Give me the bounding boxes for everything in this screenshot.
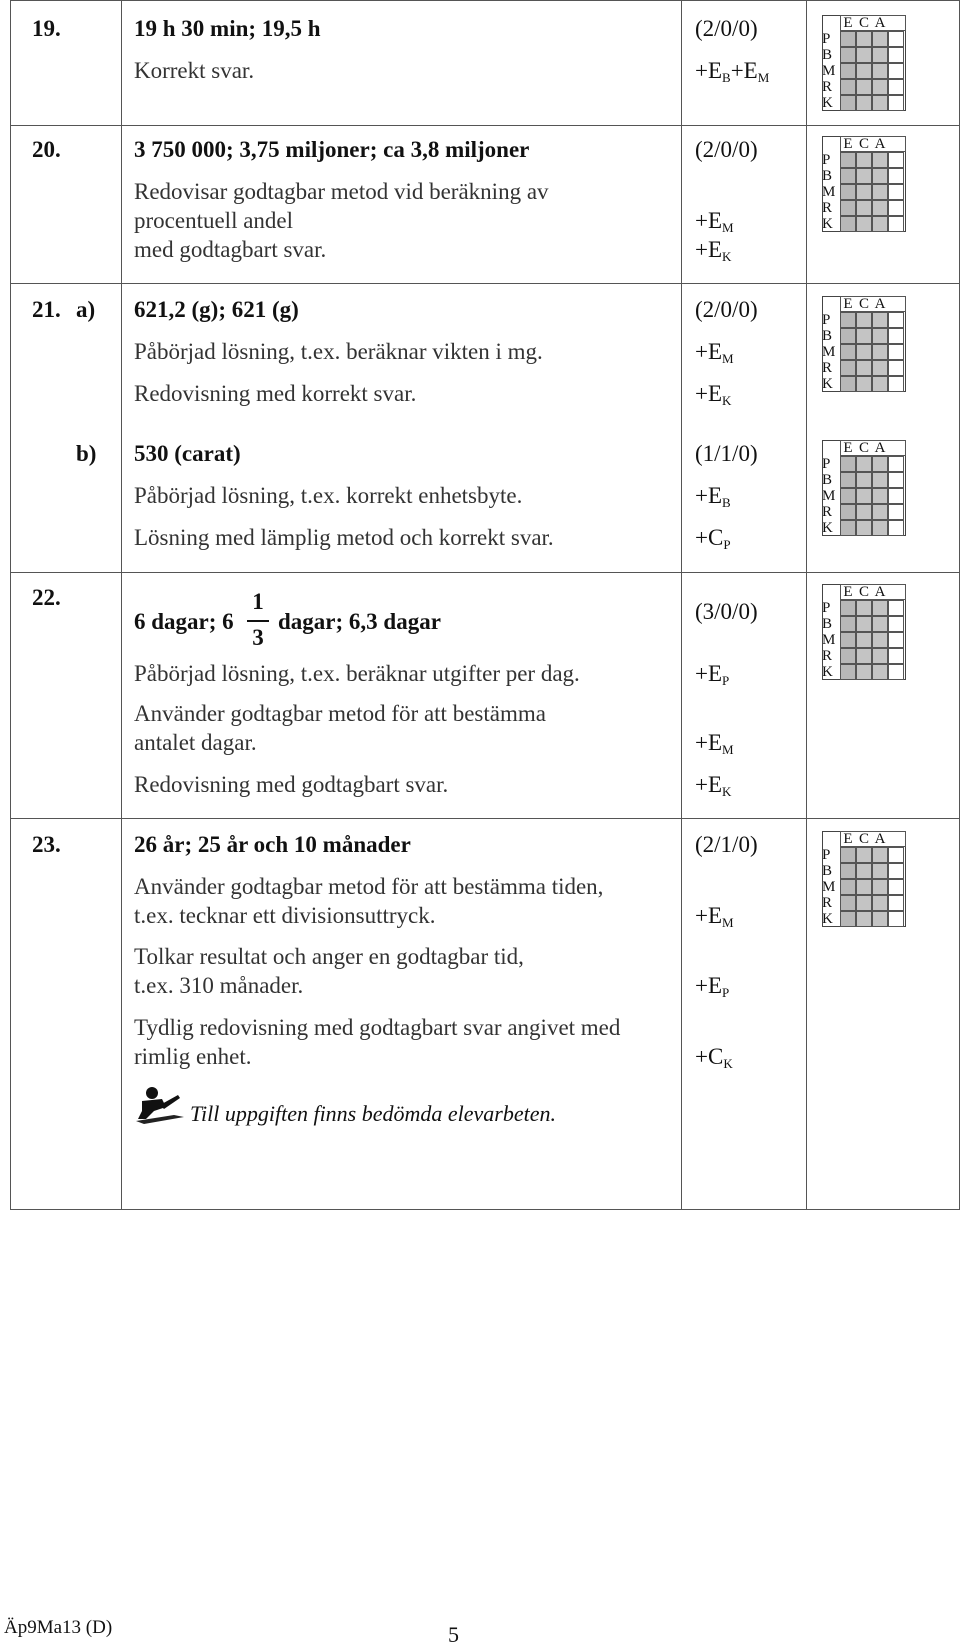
grid-cell [888,344,904,360]
grid-cell [856,312,872,328]
grid-cell [888,376,904,392]
grid-header-box [840,831,906,847]
grid-cell [840,344,856,360]
grid-cell [856,863,872,879]
grid-cell [872,911,888,927]
grid-cell [888,168,904,184]
grid-cell [888,360,904,376]
criterion: Redovisning med korrekt svar. [134,381,417,406]
grid-cell [840,376,856,392]
mark [695,972,729,1006]
mark-subscript: M [757,70,770,85]
grid-cell [888,95,904,111]
column-divider [806,0,807,1210]
grid-row-label: K [822,520,833,536]
grid-cell [888,648,904,664]
grid-cell [840,95,856,111]
grid-cell [856,47,872,63]
row-divider [10,0,960,1]
grid-col-header: A [874,15,886,31]
grid-cell [856,472,872,488]
grid-cell [840,152,856,168]
grid-cell [872,847,888,863]
grid-col-header: E [843,440,853,456]
criterion: procentuell andel [134,208,294,233]
grid-cell [840,632,856,648]
grid-row-label: K [822,376,833,392]
points: (2/0/0) [695,16,758,41]
mark [695,902,734,936]
grid-cell [872,328,888,344]
criterion: Tydlig redovisning med godtagbart svar angivet med [134,1015,621,1040]
grid-cell [856,168,872,184]
grid-cell [840,520,856,536]
grid-cell [856,616,872,632]
criterion: Påbörjad lösning, t.ex. beräknar vikten i mg. [134,339,543,364]
mark-base: +C [695,1044,724,1069]
grid-header-box [840,584,906,600]
mark [695,771,731,805]
grid-cell [872,456,888,472]
mark-subscript: K [722,393,732,408]
criterion: Lösning med lämplig metod och korrekt svar. [134,525,554,550]
grid-cell [856,31,872,47]
grid-cell [840,488,856,504]
grid-row-label: B [822,168,833,184]
grid-cell [872,504,888,520]
mark-base: +E [695,237,723,262]
grid-cell [840,216,856,232]
grid-cell [888,63,904,79]
grid-cell [856,520,872,536]
criterion: Använder godtagbar metod för att bestämma [134,701,546,726]
grid-cell [840,200,856,216]
grid-row-label: P [822,456,831,472]
answer-part: 6 dagar; 6 [134,609,234,634]
grid-cell [840,168,856,184]
grid-cell [872,216,888,232]
grid-col-header: E [843,296,853,312]
grid-col-header: E [843,136,853,152]
mark-subscript: P [722,985,730,1000]
grid-row-label: R [822,79,833,95]
grid-cell [872,31,888,47]
grid-col-header: C [858,296,869,312]
mark [695,338,734,372]
grid-col-header: A [874,136,886,152]
mark [695,236,731,270]
grid-cell [872,664,888,680]
mark-subscript: K [722,249,732,264]
grid-cell [888,328,904,344]
column-divider [121,0,122,1210]
mark-subscript: K [722,784,732,799]
mark-base: +E [695,381,723,406]
task-number: 20. [32,137,61,162]
grid-cell [888,79,904,95]
task-number: 19. [32,16,61,41]
answer: 3 750 000; 3,75 miljoner; ca 3,8 miljoner [134,137,530,162]
grid-row-label: P [822,312,831,328]
grid-cell [888,200,904,216]
subtask-label: a) [76,297,96,322]
grid-row-label: R [822,504,833,520]
grid-row-label: P [822,152,831,168]
answer-part: dagar; 6,3 dagar [278,609,441,634]
grid-cell [840,328,856,344]
writing-hand-icon [134,1085,186,1125]
points: (2/0/0) [695,137,758,162]
grid-row-label: K [822,95,833,111]
grid-cell [888,600,904,616]
grid-header-box [840,136,906,152]
grid-row-label: K [822,216,833,232]
mark [695,57,769,91]
mark-subscript: P [723,537,731,552]
grid-row-label: M [822,184,836,200]
grid-row-label: R [822,200,833,216]
grid-cell [872,344,888,360]
grid-cell [872,863,888,879]
grid-cell [888,31,904,47]
grid-header-box [840,296,906,312]
grid-cell [872,488,888,504]
grid-cell [888,216,904,232]
grid-row-label: M [822,632,836,648]
criterion: Använder godtagbar metod för att bestämma tiden, [134,874,604,899]
grid-cell [856,600,872,616]
assessed-work-note: Till uppgiften finns bedömda elevarbeten. [190,1101,557,1126]
grid-cell [856,632,872,648]
grid-row-label: R [822,895,833,911]
grid-cell [840,63,856,79]
grid-cell [840,312,856,328]
row-divider [10,1209,960,1210]
mark-base: +E [695,973,723,998]
grid-cell [872,63,888,79]
grid-col-header: A [874,440,886,456]
grid-cell [840,472,856,488]
task-number: 21. [32,297,61,322]
grid-col-header: E [843,831,853,847]
grid-cell [872,616,888,632]
grid-cell [856,216,872,232]
criterion: med godtagbart svar. [134,237,327,262]
mark-subscript: M [722,742,734,757]
grid-cell [872,95,888,111]
grid-col-header: C [858,136,869,152]
grid-cell [856,95,872,111]
grid-cell [872,895,888,911]
mark-base: +E [695,339,723,364]
grid-row-label: B [822,472,833,488]
grid-cell [872,360,888,376]
task-number: 22. [32,585,61,610]
grid-col-header: A [874,584,886,600]
points: (3/0/0) [695,599,758,624]
mark-subscript: M [722,220,734,235]
grid-col-header: C [858,584,869,600]
mark-base: +C [695,525,724,550]
mark [695,660,729,694]
fraction-denominator: 3 [252,625,264,650]
points: (2/1/0) [695,832,758,857]
grid-cell [856,847,872,863]
grid-cell [888,863,904,879]
mark-subscript: M [722,915,734,930]
grid-cell [872,648,888,664]
grid-header-box [840,440,906,456]
row-divider [10,818,960,819]
grid-row-label: P [822,847,831,863]
grid-cell [856,344,872,360]
grid-cell [856,63,872,79]
grid-cell [888,911,904,927]
grid-col-header: E [843,15,853,31]
footer-code: Äp9Ma13 (D) [4,1617,113,1638]
grid-row-label: K [822,664,833,680]
grid-cell [888,632,904,648]
grid-row-label: R [822,360,833,376]
grid-cell [888,472,904,488]
grid-col-header: C [858,15,869,31]
criterion: Tolkar resultat och anger en godtagbar tid, [134,944,524,969]
row-divider [10,283,960,284]
grid-cell [872,632,888,648]
grid-cell [872,47,888,63]
grid-row-label: M [822,879,836,895]
grid-col-header: C [858,440,869,456]
grid-cell [856,879,872,895]
grid-cell [888,184,904,200]
grid-cell [840,456,856,472]
grid-cell [840,895,856,911]
page-number: 5 [448,1622,459,1647]
criterion: t.ex. tecknar ett divisionsuttryck. [134,903,436,928]
criterion: Påbörjad lösning, t.ex. korrekt enhetsbyte. [134,483,523,508]
grid-col-header: A [874,831,886,847]
mark [695,524,731,558]
mark-base: +E [695,661,723,686]
column-divider [681,0,682,1210]
mark [695,482,731,516]
grid-cell [872,152,888,168]
grid-row-label: P [822,600,831,616]
grid-cell [840,616,856,632]
grid-cell [856,456,872,472]
grid-row-label: R [822,648,833,664]
grid-cell [888,504,904,520]
grid-cell [872,184,888,200]
grid-cell [872,520,888,536]
mark-subscript: K [723,1056,733,1071]
mark-base: +E [730,58,758,83]
mark-base: +E [695,58,723,83]
mark-subscript: M [722,351,734,366]
grid-cell [840,879,856,895]
grid-cell [856,328,872,344]
mark-subscript: B [722,70,731,85]
points: (2/0/0) [695,297,758,322]
mark [695,380,731,414]
grid-cell [856,376,872,392]
grid-row-label: B [822,863,833,879]
answer: 26 år; 25 år och 10 månader [134,832,411,857]
grid-cell [856,200,872,216]
grid-col-header: E [843,584,853,600]
grid-row-label: B [822,47,833,63]
criterion: Korrekt svar. [134,58,255,83]
grid-cell [840,648,856,664]
grid-cell [888,152,904,168]
grid-cell [856,648,872,664]
grid-cell [856,360,872,376]
grid-col-header: A [874,296,886,312]
grid-row-label: B [822,616,833,632]
grid-cell [888,520,904,536]
criterion: Redovisar godtagbar metod vid beräkning av [134,179,549,204]
grid-cell [888,879,904,895]
grid-cell [856,504,872,520]
mark [695,1043,733,1077]
grid-cell [888,47,904,63]
grid-cell [840,79,856,95]
grid-cell [872,79,888,95]
mark [695,729,734,763]
mark-base: +E [695,730,723,755]
grid-cell [872,600,888,616]
mark-base: +E [695,208,723,233]
grid-cell [888,616,904,632]
grid-cell [840,600,856,616]
grid-row-label: K [822,911,833,927]
grid-cell [872,200,888,216]
criterion: Redovisning med godtagbart svar. [134,772,449,797]
grid-cell [872,879,888,895]
grid-cell [856,895,872,911]
mark-base: +E [695,772,723,797]
row-divider [10,125,960,126]
grid-cell [840,504,856,520]
grid-col-header: C [858,831,869,847]
mark-base: +E [695,903,723,928]
row-divider [10,572,960,573]
grid-cell [872,472,888,488]
grid-cell [840,664,856,680]
grid-row-label: M [822,344,836,360]
grid-row-label: M [822,488,836,504]
grid-cell [888,664,904,680]
grid-row-label: M [822,63,836,79]
grid-cell [840,31,856,47]
grid-cell [888,488,904,504]
grid-cell [856,664,872,680]
subtask-label: b) [76,441,97,466]
grid-cell [840,47,856,63]
criterion: antalet dagar. [134,730,257,755]
grid-cell [872,312,888,328]
grid-cell [840,863,856,879]
grid-cell [840,911,856,927]
grid-cell [888,847,904,863]
grid-cell [840,184,856,200]
fraction-bar [247,620,269,622]
grid-cell [872,168,888,184]
grid-row-label: P [822,31,831,47]
criterion: rimlig enhet. [134,1044,252,1069]
criterion: Påbörjad lösning, t.ex. beräknar utgifter per dag. [134,661,580,686]
answer: 621,2 (g); 621 (g) [134,297,299,322]
grid-header-box [840,15,906,31]
answer: 19 h 30 min; 19,5 h [134,16,321,41]
grid-cell [840,847,856,863]
mark-subscript: B [722,495,731,510]
mark-subscript: P [722,673,730,688]
grid-cell [888,456,904,472]
grid-cell [856,152,872,168]
mark-base: +E [695,483,723,508]
task-number: 23. [32,832,61,857]
grid-cell [840,360,856,376]
criterion: t.ex. 310 månader. [134,973,304,998]
grid-cell [888,895,904,911]
grid-cell [856,488,872,504]
answer: 530 (carat) [134,441,241,466]
grid-cell [856,184,872,200]
grid-cell [856,911,872,927]
fraction-numerator: 1 [252,589,264,614]
grid-cell [888,312,904,328]
grid-row-label: B [822,328,833,344]
grid-cell [856,79,872,95]
points: (1/1/0) [695,441,758,466]
grid-cell [872,376,888,392]
